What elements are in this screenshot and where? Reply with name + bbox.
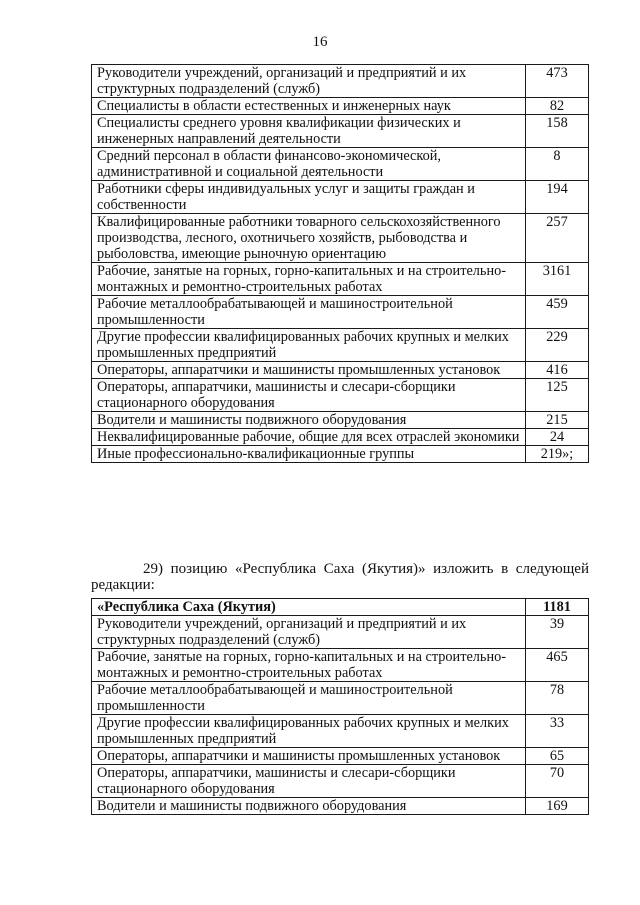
occupation-table bbox=[91, 64, 589, 463]
table-row bbox=[92, 362, 589, 379]
occupation-count: 65 bbox=[526, 748, 589, 765]
table-row bbox=[92, 798, 589, 815]
occupation-name: Рабочие металлообрабатывающей и машиностроительной промышленности bbox=[92, 296, 526, 329]
occupation-name: Иные профессионально-квалификационные группы bbox=[92, 446, 526, 463]
occupation-name: Квалифицированные работники товарного сельскохозяйственного производства, лесного, охотничьего хозяйств, рыбоводства и рыболовства, имеющие рыночную ориентацию bbox=[92, 214, 526, 263]
table-row bbox=[92, 329, 589, 362]
occupation-count: 158 bbox=[526, 115, 589, 148]
table-row bbox=[92, 148, 589, 181]
table-row bbox=[92, 649, 589, 682]
occupation-name: Средний персонал в области финансово-экономической, административной и социальной деятельности bbox=[92, 148, 526, 181]
occupation-count: 194 bbox=[526, 181, 589, 214]
occupation-count: 459 bbox=[526, 296, 589, 329]
occupation-name: Операторы, аппаратчики, машинисты и слесари-сборщики стационарного оборудования bbox=[92, 765, 526, 798]
page-number: 16 bbox=[312, 34, 328, 50]
table-row bbox=[92, 715, 589, 748]
occupation-name: Рабочие, занятые на горных, горно-капитальных и на строительно-монтажных и ремонтно-строительных работах bbox=[92, 649, 526, 682]
occupation-count: 125 bbox=[526, 379, 589, 412]
occupation-count: 473 bbox=[526, 65, 589, 98]
table-row bbox=[92, 429, 589, 446]
table-row bbox=[92, 446, 589, 463]
table-row bbox=[92, 765, 589, 798]
region-name: «Республика Саха (Якутия) bbox=[92, 599, 526, 616]
occupation-name: Операторы, аппаратчики, машинисты и слесари-сборщики стационарного оборудования bbox=[92, 379, 526, 412]
occupation-name: Водители и машинисты подвижного оборудования bbox=[92, 412, 526, 429]
occupation-name: Специалисты в области естественных и инженерных наук bbox=[92, 98, 526, 115]
occupation-name: Водители и машинисты подвижного оборудования bbox=[92, 798, 526, 815]
table-row bbox=[92, 214, 589, 263]
amendment-paragraph: 29) позицию «Республика Саха (Якутия)» изложить в следующей редакции: bbox=[91, 561, 589, 593]
occupation-name: Другие профессии квалифицированных рабочих крупных и мелких промышленных предприятий bbox=[92, 329, 526, 362]
occupation-count: 8 bbox=[526, 148, 589, 181]
yakutia-occupation-table bbox=[91, 598, 589, 815]
occupation-count: 24 bbox=[526, 429, 589, 446]
table-row bbox=[92, 65, 589, 98]
region-total: 1181 bbox=[526, 599, 589, 616]
table-header-row bbox=[92, 599, 589, 616]
table-row bbox=[92, 748, 589, 765]
occupation-name: Руководители учреждений, организаций и предприятий и их структурных подразделений (служб) bbox=[92, 65, 526, 98]
occupation-count: 82 bbox=[526, 98, 589, 115]
occupation-count: 3161 bbox=[526, 263, 589, 296]
occupation-name: Другие профессии квалифицированных рабочих крупных и мелких промышленных предприятий bbox=[92, 715, 526, 748]
occupation-count: 215 bbox=[526, 412, 589, 429]
table-row bbox=[92, 616, 589, 649]
table-row bbox=[92, 412, 589, 429]
occupation-count: 257 bbox=[526, 214, 589, 263]
occupation-count: 465 bbox=[526, 649, 589, 682]
occupation-name: Руководители учреждений, организаций и предприятий и их структурных подразделений (служб) bbox=[92, 616, 526, 649]
table-row bbox=[92, 115, 589, 148]
occupation-count: 33 bbox=[526, 715, 589, 748]
table-row bbox=[92, 379, 589, 412]
table-row bbox=[92, 682, 589, 715]
occupation-count: 70 bbox=[526, 765, 589, 798]
occupation-count: 219»; bbox=[526, 446, 589, 463]
occupation-name: Операторы, аппаратчики и машинисты промышленных установок bbox=[92, 748, 526, 765]
table-row bbox=[92, 296, 589, 329]
occupation-name: Операторы, аппаратчики и машинисты промышленных установок bbox=[92, 362, 526, 379]
occupation-name: Неквалифицированные рабочие, общие для всех отраслей экономики bbox=[92, 429, 526, 446]
occupation-count: 229 bbox=[526, 329, 589, 362]
table-row bbox=[92, 263, 589, 296]
occupation-name: Рабочие, занятые на горных, горно-капитальных и на строительно-монтажных и ремонтно-строительных работах bbox=[92, 263, 526, 296]
table-row bbox=[92, 181, 589, 214]
occupation-count: 78 bbox=[526, 682, 589, 715]
occupation-count: 39 bbox=[526, 616, 589, 649]
occupation-count: 169 bbox=[526, 798, 589, 815]
table-row bbox=[92, 98, 589, 115]
occupation-name: Специалисты среднего уровня квалификации физических и инженерных направлений деятельности bbox=[92, 115, 526, 148]
occupation-name: Работники сферы индивидуальных услуг и защиты граждан и собственности bbox=[92, 181, 526, 214]
occupation-count: 416 bbox=[526, 362, 589, 379]
occupation-name: Рабочие металлообрабатывающей и машиностроительной промышленности bbox=[92, 682, 526, 715]
